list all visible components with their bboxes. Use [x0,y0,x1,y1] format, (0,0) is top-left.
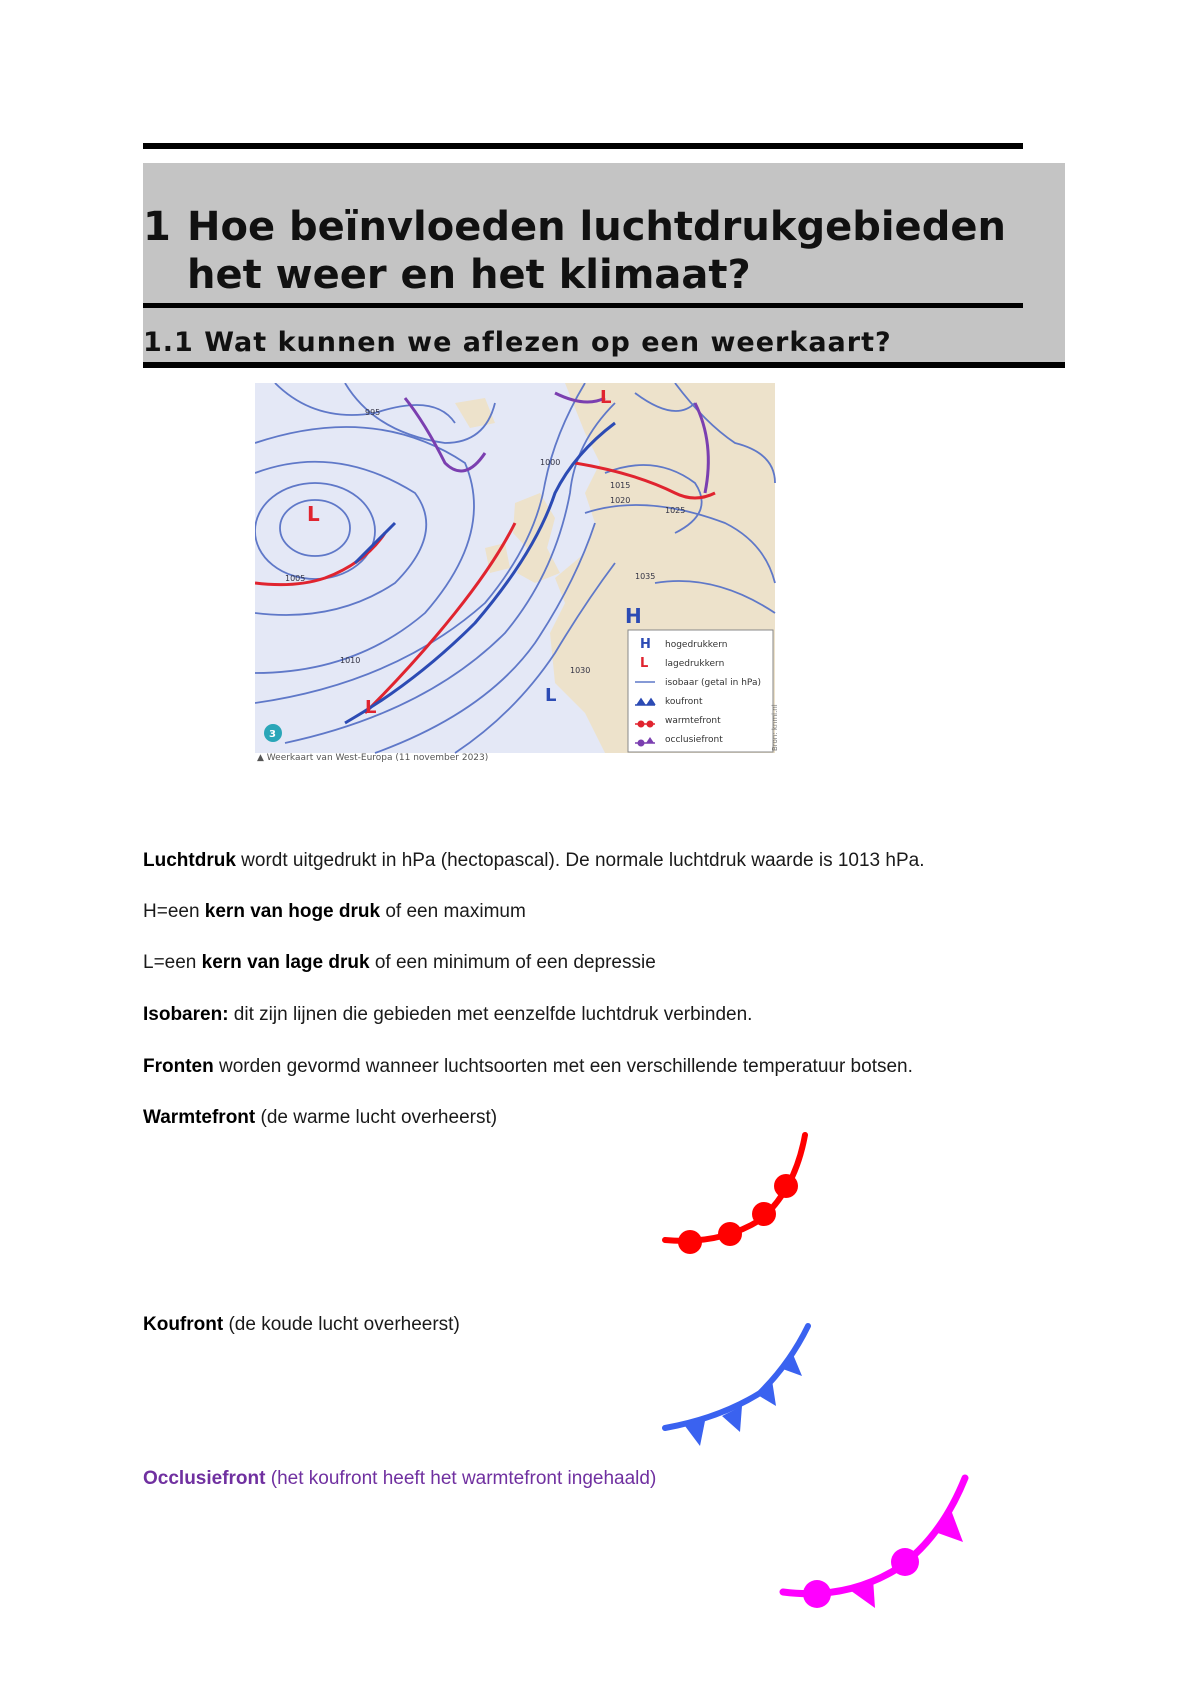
legend-warm-dot [638,721,645,728]
para-warmtefront-rest: (de warme lucht overheerst) [255,1107,498,1128]
top-rule [143,143,1023,149]
isobar-label: 1005 [285,574,306,583]
warm-front-bulb [752,1202,776,1226]
isobar-label: 995 [365,408,381,417]
bottom-rule [143,362,1065,368]
isobar-label: 1025 [665,506,686,515]
map-caption: ▲ Weerkaart van West-Europa (11 november 2023) [257,753,489,763]
map-center-2: L [600,387,612,408]
occlusion-front-symbol [775,1470,975,1620]
legend-label: koufront [665,697,703,707]
term-isobaren: Isobaren: [143,1004,229,1025]
weather-map-svg [255,383,785,768]
warm-front-symbol [660,1130,820,1260]
term-luchtdruk: Luchtdruk [143,850,236,871]
para-hoog-rest: of een maximum [380,901,526,922]
para-occlusiefront [143,1468,656,1490]
para-luchtdruk [143,850,924,872]
legend-label: lagedrukkern [665,659,725,669]
para-luchtdruk-rest: wordt uitgedrukt in hPa (hectopascal). De normale luchtdruk waarde is 1013 hPa. [235,850,925,871]
occlusion-front-bulb [803,1580,831,1608]
warm-front-bulb [718,1222,742,1246]
para-occlusiefront-rest: (het koufront heeft het warmtefront ingehaald) [265,1468,657,1489]
legend-label: warmtefront [665,716,721,726]
term-hoge-druk: kern van hoge druk [204,901,381,922]
para-isobaren [143,1004,752,1026]
chapter-number: 1 [143,204,171,250]
cold-front-spike [780,1352,802,1376]
isobar-label: 1020 [610,496,631,505]
para-laag [143,952,656,974]
section-title: 1.1 Wat kunnen we aflezen op een weerkaart? [143,327,892,358]
term-warmtefront: Warmtefront [143,1107,256,1128]
legend-warm-dot [647,721,654,728]
occlusion-front-bulb [891,1548,919,1576]
legend-label: hogedrukkern [665,640,728,650]
term-occlusiefront: Occlusiefront [143,1468,266,1489]
isobar-label: 1015 [610,481,631,490]
para-warmtefront [143,1107,497,1129]
para-koufront-rest: (de koude lucht overheerst) [223,1314,460,1335]
warm-front-bulb [678,1230,702,1254]
para-hoog-prefix: H=een [143,901,205,922]
para-isobaren-rest: dit zijn lijnen die gebieden met eenzelfde luchtdruk verbinden. [228,1004,753,1025]
para-fronten [143,1056,913,1078]
legend-symbol-l: L [640,656,649,671]
legend-label: isobaar (getal in hPa) [665,678,761,688]
map-center-5: L [545,685,557,706]
warm-front-bulb [774,1174,798,1198]
para-koufront [143,1314,460,1336]
map-badge-number: 3 [269,729,276,740]
chapter-title-text: Hoe beïnvloeden luchtdrukgebieden het weer en het klimaat? [187,204,1006,298]
para-hoog [143,901,526,923]
term-lage-druk: kern van lage druk [201,952,370,973]
isobar-label: 1035 [635,572,656,581]
term-fronten: Fronten [143,1056,214,1077]
heading-band [143,163,1065,368]
legend-symbol-h: H [640,637,651,652]
isobar-label: 1000 [540,458,561,467]
legend-label: occlusiefront [665,735,723,745]
map-center-3: L [365,697,377,718]
map-center-4: H [625,604,642,628]
map-center-1: L [307,502,320,526]
isobar-label: 1030 [570,666,591,675]
para-laag-prefix: L=een [143,952,202,973]
isobar-label: 1010 [340,656,361,665]
legend-occlusion-dot [638,740,645,747]
term-koufront: Koufront [143,1314,224,1335]
cold-front-symbol [660,1318,820,1448]
occlusion-front-line [783,1478,965,1594]
map-credit: Bron: knmi.nl [771,704,779,751]
para-laag-rest: of een minimum of een depressie [369,952,656,973]
mid-rule [143,303,1023,308]
para-fronten-rest: worden gevormd wanneer luchtsoorten met een verschillende temperatuur botsen. [213,1056,913,1077]
weather-map [255,383,785,768]
